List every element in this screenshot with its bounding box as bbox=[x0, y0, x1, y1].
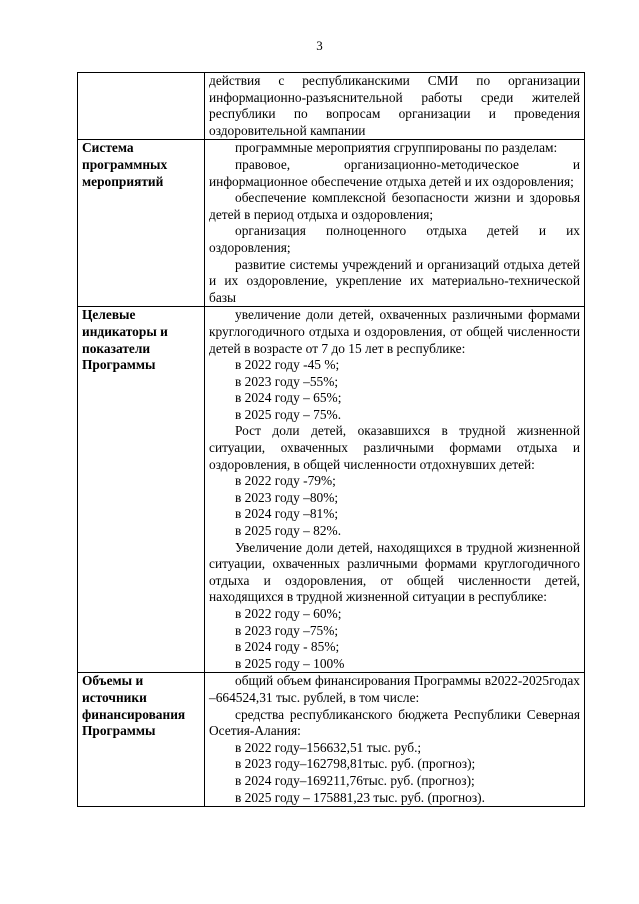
page-number: 3 bbox=[316, 38, 323, 53]
funding-year: в 2022 году–156632,51 тыс. руб.; bbox=[235, 739, 422, 755]
indicator-year: в 2024 году – 65%; bbox=[235, 390, 342, 406]
indicator-year: в 2022 году -45 %; bbox=[235, 357, 340, 373]
indicator-year: в 2025 году – 75%. bbox=[235, 406, 342, 422]
indicator-year: в 2024 году –81%; bbox=[235, 506, 339, 522]
indicator-year: в 2025 году – 100% bbox=[235, 655, 345, 671]
paragraph: правовое, организационно-методическое и информационное обеспечение отдыха детей и их оздоровления; bbox=[209, 156, 580, 189]
funding-year: в 2024 году–169211,76тыс. руб. (прогноз); bbox=[235, 772, 475, 788]
paragraph: организация полноценного отдыха детей и их оздоровления; bbox=[209, 223, 580, 255]
row-content bbox=[205, 73, 585, 140]
indicator-year: в 2023 году –80%; bbox=[235, 489, 339, 505]
indicator-text: увеличение доли детей, охваченных различными формами круглогодичного отдыха и оздоровления, от общей численности детей в возрасте от 7 до 15 лет в республике: bbox=[209, 307, 580, 356]
funding-year: в 2025 году – 175881,23 тыс. руб. (прогноз). bbox=[235, 789, 485, 805]
row-label: Целевые индикаторы и показатели Программы bbox=[78, 307, 205, 673]
indicator-year: в 2025 году – 82%. bbox=[235, 523, 342, 539]
indicator-year: в 2023 году –55%; bbox=[235, 373, 339, 389]
program-passport-table bbox=[77, 72, 585, 807]
indicator-text: Рост доли детей, оказавшихся в трудной жизненной ситуации, охваченных различными формами отдыха и оздоровления, в общей численности отдохнувших детей: bbox=[209, 423, 580, 472]
row-content bbox=[205, 140, 585, 307]
row-content bbox=[205, 307, 585, 673]
funding-year: в 2023 году–162798,81тыс. руб. (прогноз); bbox=[235, 756, 476, 772]
paragraph: обеспечение комплексной безопасности жизни и здоровья детей в период отдыха и оздоровления; bbox=[209, 190, 580, 222]
table-row bbox=[78, 673, 585, 807]
indicator-year: в 2024 году - 85%; bbox=[235, 639, 340, 655]
paragraph: программные мероприятия сгруппированы по разделам: bbox=[235, 140, 558, 156]
table-row bbox=[78, 307, 585, 673]
paragraph: развитие системы учреждений и организаций отдыха детей и их оздоровление, укрепление их материально-технической базы bbox=[209, 256, 580, 305]
indicator-text: Увеличение доли детей, находящихся в трудной жизненной ситуации, охваченных различными формами круглогодичного отдыха и оздоровления, от общей численности детей, находящихся в трудной жизненной ситуации в республике: bbox=[209, 539, 580, 605]
table-row bbox=[78, 73, 585, 140]
paragraph: средства республиканского бюджета Республики Северная Осетия-Алания: bbox=[209, 706, 580, 739]
row-label bbox=[78, 73, 205, 140]
table-row bbox=[78, 140, 585, 307]
paragraph: общий объем финансирования Программы в2022-2025годах –664524,31 тыс. рублей, в том числе: bbox=[209, 673, 580, 705]
indicator-year: в 2023 году –75%; bbox=[235, 622, 339, 638]
row-label: Система программных мероприятий bbox=[78, 140, 205, 307]
paragraph: действия с республиканскими СМИ по организации информационно-разъяснительной работы среди жителей республики по вопросам организации и проведения оздоровительной кампании bbox=[209, 73, 580, 138]
row-label: Объемы и источники финансирования Программы bbox=[78, 673, 205, 807]
indicator-year: в 2022 году -79%; bbox=[235, 473, 336, 489]
row-content bbox=[205, 673, 585, 807]
indicator-year: в 2022 году – 60%; bbox=[235, 606, 342, 621]
